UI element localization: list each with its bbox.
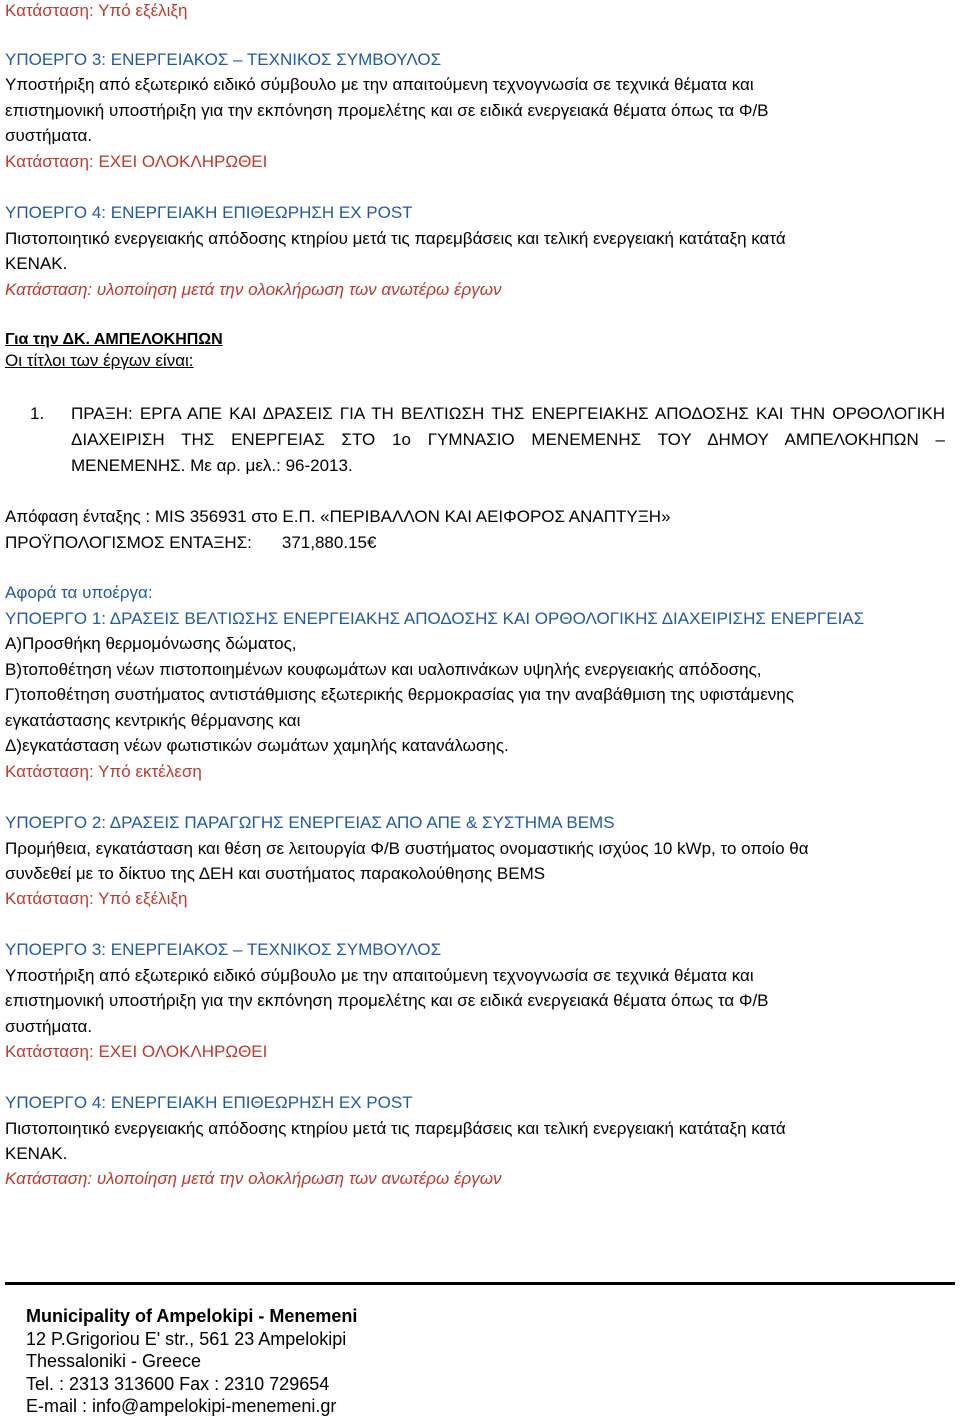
subproject-3-desc-line: επιστημονική υποστήριξη για την εκπόνηση προμελέτης και σε ειδικά ενεργειακά θέματα όπως τα Φ/Β [5,991,769,1010]
subproject-3-desc-line: συστήματα. [5,1017,93,1036]
footer-city: Thessaloniki - Greece [26,1351,202,1371]
subproject-3-status: Κατάσταση: ΕΧΕΙ ΟΛΟΚΛΗΡΩΘΕΙ [5,1042,268,1061]
subproject-3-desc-line: Υποστήριξη από εξωτερικό ειδικό σύμβουλο με την απαιτούμενη τεχνογνωσία σε τεχνικά θέματα και [5,75,754,94]
budget-value: 371,880.15€ [281,533,377,552]
footer-address: 12 P.Grigoriou E' str., 561 23 Ampelokipi [26,1328,347,1349]
subprojects-label: Αφορά τα υποέργα: [5,583,153,602]
subproject-1-item: Δ)εγκατάσταση νέων φωτιστικών σωμάτων χαμηλής κατανάλωσης. [5,736,509,755]
subproject-3-desc-line: Υποστήριξη από εξωτερικό ειδικό σύμβουλο με την απαιτούμενη τεχνογνωσία σε τεχνικά θέματα και [5,966,754,985]
subproject-3-desc-line: συστήματα. [5,126,93,145]
footer-email[interactable]: E-mail : info@ampelokipi-menemeni.gr [26,1396,337,1416]
action-title-line [71,403,945,425]
subproject-1-item: Β)τοποθέτηση νέων πιστοποιημένων κουφωμάτων και υαλοπινάκων υψηλής ενεργειακής απόδοσης, [5,660,762,679]
subproject-4-desc-line: ΚΕΝΑΚ. [5,254,68,273]
section-heading: Για την ΔΚ. ΑΜΠΕΛΟΚΗΠΩΝ [5,331,223,348]
subproject-1-item: Α)Προσθήκη θερμομόνωσης δώματος, [5,634,297,653]
footer-phone: Tel. : 2313 313600 Fax : 2310 729654 [26,1373,330,1394]
subproject-1-status: Κατάσταση: Υπό εκτέλεση [5,762,202,781]
subproject-2-title: ΥΠΟΕΡΓΟ 2: ΔΡΑΣΕΙΣ ΠΑΡΑΓΩΓΗΣ ΕΝΕΡΓΕΙΑΣ ΑΠΟ ΑΠΕ & ΣΥΣΤΗΜΑ BEMS [5,813,615,832]
footer-contact [26,1305,357,1418]
footer-divider [5,1282,955,1285]
subproject-4-status: Κατάσταση: υλοποίηση μετά την ολοκλήρωση των ανωτέρω έργων [5,280,502,299]
budget-line [5,532,376,554]
subproject-4-title: ΥΠΟΕΡΓΟ 4: ΕΝΕΡΓΕΙΑΚΗ ΕΠΙΘΕΩΡΗΣΗ EX POST [5,203,413,222]
action-title-text: ΠΡΑΞΗ: ΕΡΓΑ ΑΠΕ ΚΑΙ ΔΡΑΣΕΙΣ ΓΙΑ ΤΗ ΒΕΛΤΙΩΣΗ ΤΗΣ ΕΝΕΡΓΕΙΑΚΗΣ ΑΠΟΔΟΣΗΣ ΚΑΙ ΤΗΝ ΟΡΘΟΛΟΓΙΚΗ [71,404,945,423]
subproject-4-status: Κατάσταση: υλοποίηση μετά την ολοκλήρωση των ανωτέρω έργων [5,1169,502,1188]
subproject-4-desc-line: ΚΕΝΑΚ. [5,1144,68,1163]
status-line: Κατάσταση: Υπό εξέλιξη [5,1,188,20]
titles-label: Οι τίτλοι των έργων είναι: [5,351,194,370]
subproject-3-status: Κατάσταση: ΕΧΕΙ ΟΛΟΚΛΗΡΩΘΕΙ [5,152,268,171]
subproject-1-item: εγκατάστασης κεντρικής θέρμανσης και [5,711,301,730]
subproject-3-title: ΥΠΟΕΡΓΟ 3: ΕΝΕΡΓΕΙΑΚΟΣ – ΤΕΧΝΙΚΟΣ ΣΥΜΒΟΥΛΟΣ [5,940,442,959]
action-title-line: ΜΕΝΕΜΕΝΗΣ. Με αρ. μελ.: 96-2013. [71,456,353,475]
subproject-2-status: Κατάσταση: Υπό εξέλιξη [5,889,188,908]
subproject-2-desc-line: Προμήθεια, εγκατάσταση και θέση σε λειτουργία Φ/Β συστήματος ονομαστικής ισχύος 10 kWp, το οποίο θα [5,839,809,858]
action-number: 1. [30,404,45,423]
subproject-3-title: ΥΠΟΕΡΓΟ 3: ΕΝΕΡΓΕΙΑΚΟΣ – ΤΕΧΝΙΚΟΣ ΣΥΜΒΟΥΛΟΣ [5,50,442,69]
action-title-text: ΔΙΑΧΕΙΡΙΣΗ ΤΗΣ ΕΝΕΡΓΕΙΑΣ ΣΤΟ 1ο ΓΥΜΝΑΣΙΟ ΜΕΝΕΜΕΝΗΣ ΤΟΥ ΔΗΜΟΥ ΑΜΠΕΛΟΚΗΠΩΝ – [71,430,945,449]
subproject-3-desc-line: επιστημονική υποστήριξη για την εκπόνηση προμελέτης και σε ειδικά ενεργειακά θέματα όπως τα Φ/Β [5,101,769,120]
subproject-4-title: ΥΠΟΕΡΓΟ 4: ΕΝΕΡΓΕΙΑΚΗ ΕΠΙΘΕΩΡΗΣΗ EX POST [5,1093,413,1112]
action-title-line [71,429,945,451]
subproject-2-desc-line: συνδεθεί με το δίκτυο της ΔΕΗ και συστήματος παρακολούθησης BEMS [5,864,546,883]
subproject-4-desc-line: Πιστοποιητικό ενεργειακής απόδοσης κτηρίου μετά τις παρεμβάσεις και τελική ενεργειακή κατάταξη κατά [5,229,786,248]
footer-org: Municipality of Ampelokipi - Menemeni [26,1306,358,1326]
budget-label: ΠΡΟΫΠΟΛΟΓΙΣΜΟΣ ΕΝΤΑΞΗΣ: [5,533,252,552]
subproject-1-title: ΥΠΟΕΡΓΟ 1: ΔΡΑΣΕΙΣ ΒΕΛΤΙΩΣΗΣ ΕΝΕΡΓΕΙΑΚΗΣ ΑΠΟΔΟΣΗΣ ΚΑΙ ΟΡΘΟΛΟΓΙΚΗΣ ΔΙΑΧΕΙΡΙΣΗΣ ΕΝΕΡΓΕΙΑΣ [5,609,865,628]
subproject-4-desc-line: Πιστοποιητικό ενεργειακής απόδοσης κτηρίου μετά τις παρεμβάσεις και τελική ενεργειακή κατάταξη κατά [5,1119,786,1138]
inclusion-decision: Απόφαση ένταξης : MIS 356931 στο Ε.Π. «ΠΕΡΙΒΑΛΛΟΝ ΚΑΙ ΑΕΙΦΟΡΟΣ ΑΝΑΠΤΥΞΗ» [5,507,671,526]
subproject-1-item: Γ)τοποθέτηση συστήματος αντιστάθμισης εξωτερικής θερμοκρασίας για την αναβάθμιση της υφιστάμενης [5,685,794,704]
